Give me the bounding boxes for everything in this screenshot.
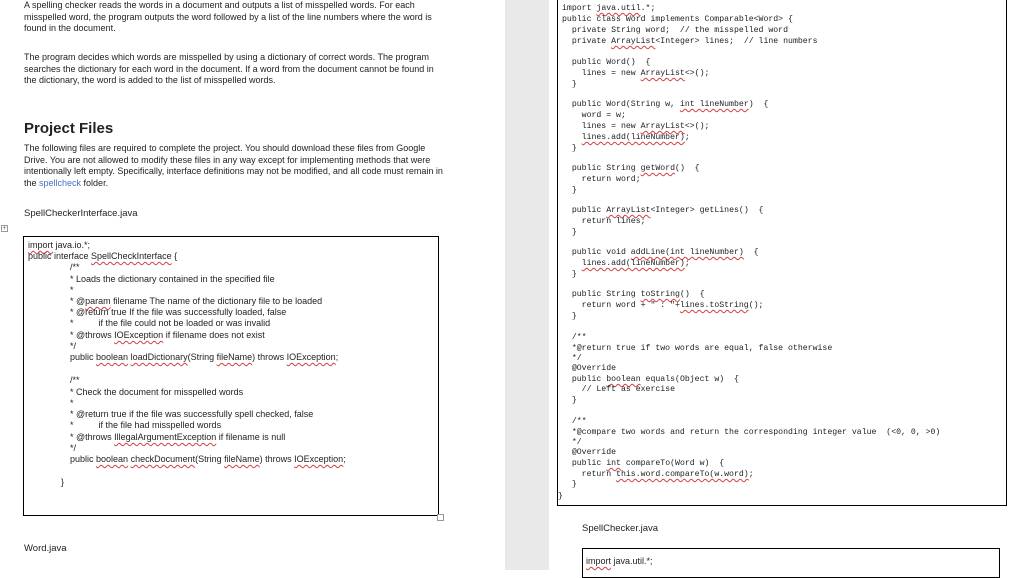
code-line: * [70,398,74,408]
code-line: * @throws IllegalArgumentException if filename is null [70,432,286,442]
code-line: /** [562,417,587,426]
code-line: public boolean checkDocument(String fileName) throws IOException; [70,454,346,464]
intro-paragraph: A spelling checker reads the words in a document and outputs a list of misspelled words. For each misspelled word, the program outputs the word followed by a list of the line numbers where the word is found in the document. [24,0,432,33]
code-line: * if the file had misspelled words [70,420,222,430]
code-line: public Word() { [562,58,651,67]
code-line: @Override [562,364,617,373]
code-line: public boolean loadDictionary(String fileName) throws IOException; [70,352,339,362]
left-page [0,0,505,570]
code-line: } [562,480,577,489]
code-line: */ [562,438,582,447]
code-line: lines.add(lineNumber); [581,133,690,142]
code-line: /** [70,262,80,272]
file-label-word: Word.java [24,543,67,554]
code-line: */ [562,354,582,363]
code-line: import java.io.*; [28,240,91,250]
section-heading: Project Files [24,120,114,137]
page-gutter [505,0,549,570]
code-line: import java.util.*; [586,556,653,566]
code-line: public boolean equals(Object w) { [562,375,739,384]
code-line: * [70,285,74,295]
code-line: /** [562,333,587,342]
code-line: } [562,186,577,195]
spellchecker-code-box [582,548,1000,578]
code-line: * @return true if the file was successfully spell checked, false [70,409,314,419]
code-line: lines = new ArrayList<>(); [562,122,710,131]
code-line: * if the file could not be loaded or was invalid [70,318,271,328]
code-line: * Loads the dictionary contained in the specified file [70,274,275,284]
code-line: } [562,80,577,89]
code-line: private String word; // the misspelled word [562,26,789,35]
code-line: word = w; [562,111,626,120]
code-line: * Check the document for misspelled words [70,387,244,397]
project-files-paragraph: The following files are required to complete the project. You should download these files from Google Drive. You are not allowed to modify these files in any way except for implementing methods that were intentionally left empty. Specifically, interface definitions may not be modified, and all code must remain in the spellcheck folder. [24,143,443,188]
code-line: *@return true if two words are equal, false otherwise [562,344,833,353]
code-line: @Override [562,448,617,457]
code-line: } [562,228,577,237]
code-line: public interface SpellCheckInterface { [28,251,178,261]
code-line: private ArrayList<Integer> lines; // line numbers [562,37,818,46]
code-line: * @param filename The name of the dictionary file to be loaded [70,296,323,306]
code-line: public class Word implements Comparable<Word> { [562,15,793,24]
code-line: public String toString() { [562,290,705,299]
code-line: // Left as exercise [562,385,676,394]
code-line: } [562,144,577,153]
file-label-interface: SpellCheckerInterface.java [24,208,138,219]
code-line: return lines; [562,217,646,226]
code-line: } [562,312,577,321]
code-line: lines = new ArrayList<>(); [562,69,710,78]
code-line: public int compareTo(Word w) { [562,459,725,468]
file-label-spellchecker: SpellChecker.java [582,523,659,534]
code-line: */ [70,443,77,453]
code-line: * @return true If the file was successfully loaded, false [70,307,287,317]
code-line: public Word(String w, int lineNumber) { [562,100,769,109]
code-line: lines.add(lineNumber); [581,259,690,268]
code-line: return word; [562,175,641,184]
table-move-handle[interactable]: + [2,225,7,232]
code-line: import java.util.*; [562,4,656,13]
code-line: */ [70,341,77,351]
dictionary-paragraph: The program decides which words are misspelled by using a dictionary of correct words. The program searches the dictionary for each word in the document. If a word from the document cannot be found in the dictionary, the word is added to the list of misspelled words. [24,52,434,85]
code-line: } [558,492,563,501]
code-line: public ArrayList<Integer> getLines() { [562,206,764,215]
interface-code-box [23,236,439,516]
code-line: public void addLine(int lineNumber) { [562,248,759,257]
code-line: public String getWord() { [562,164,700,173]
code-line: *@compare two words and return the corresponding integer value (<0, 0, >0) [562,428,941,437]
code-line: * @throws IOException if filename does not exist [70,330,265,340]
code-line: } [562,270,577,279]
code-line: } [61,477,65,487]
spellcheck-folder-link[interactable]: spellcheck [39,177,82,188]
word-code-box [557,0,1007,506]
right-page [549,0,1024,570]
code-line: return this.word.compareTo(w.word); [562,470,754,479]
code-line: } [562,396,577,405]
code-line: return word + " : "+lines.toString(); [562,301,764,310]
table-resize-handle[interactable] [437,514,444,521]
code-line: /** [70,375,80,385]
